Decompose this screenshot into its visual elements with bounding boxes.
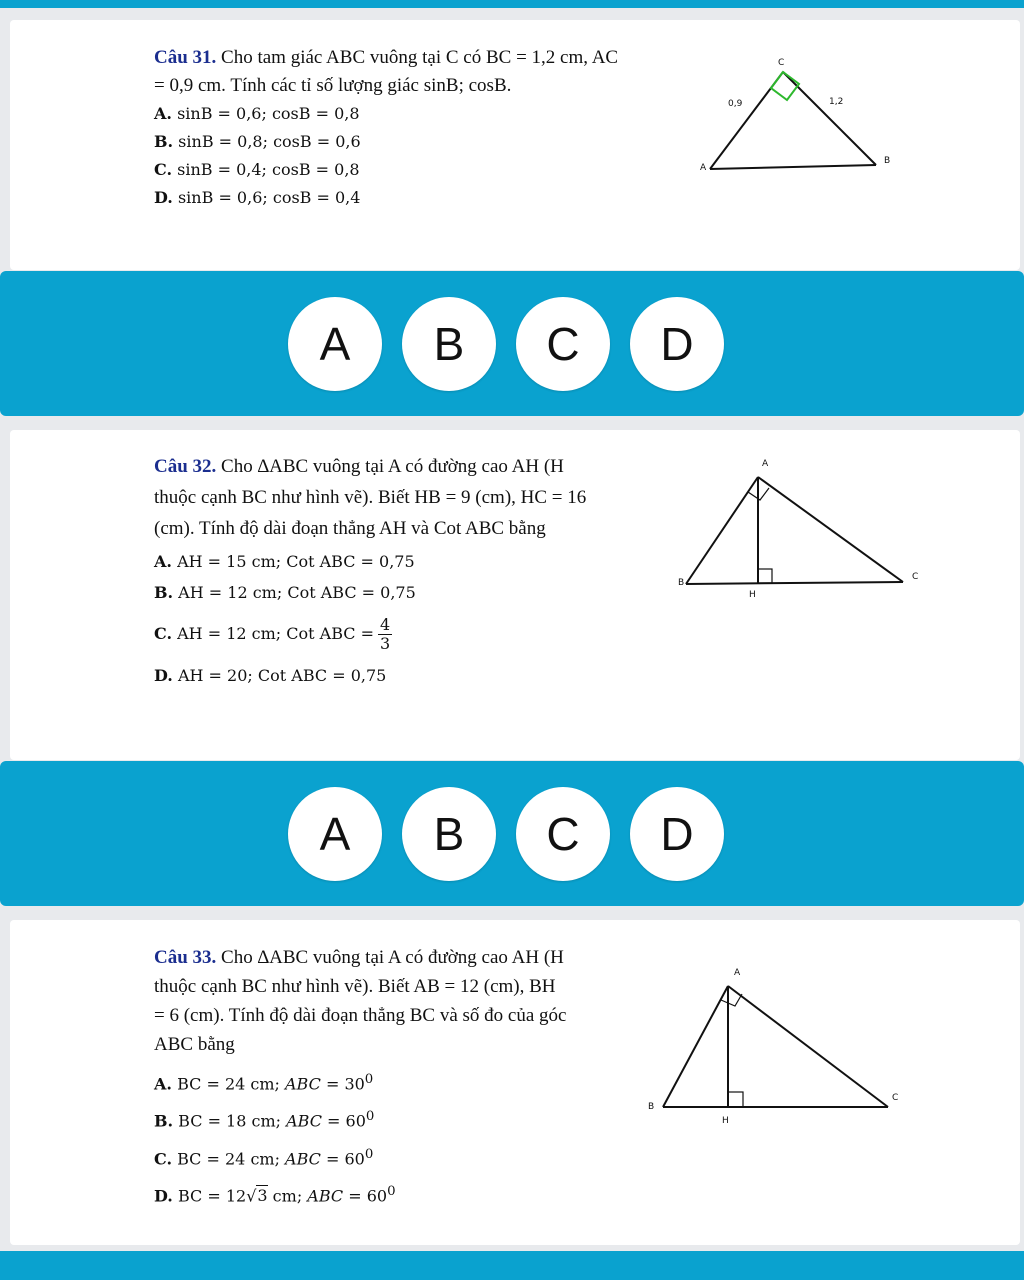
- option-c: C. AH = 12 cm; Cot ABC = $\frac{4}{3}$: [154, 615, 391, 653]
- question-line: thuộc cạnh BC như hình vẽ). Biết AB = 12 (cm), BH: [154, 976, 556, 997]
- option-a: A. sinB = 0,6; cosB = 0,8: [154, 104, 360, 123]
- question-line: Cho ∆ABC vuông tại A có đường cao AH (H: [216, 947, 564, 968]
- question-line: thuộc cạnh BC như hình vẽ). Biết HB = 9 (cm), HC = 16: [154, 487, 587, 508]
- top-accent-bar: [0, 0, 1024, 8]
- question-line: (cm). Tính độ dài đoạn thẳng AH và Cot ABC bằng: [154, 518, 546, 539]
- question-31-text: [154, 44, 618, 212]
- option-c: C. BC = 24 cm; ABC = $60^0$: [154, 1146, 374, 1168]
- answer-button-b[interactable]: B: [402, 297, 496, 391]
- vertex-b-label: B: [884, 156, 891, 166]
- question-card-31: [10, 20, 1020, 270]
- answer-button-a[interactable]: A: [288, 787, 382, 881]
- answer-button-c[interactable]: C: [516, 787, 610, 881]
- option-a: A. AH = 15 cm; Cot ABC = 0,75: [154, 552, 415, 571]
- vertex-a-label: A: [700, 163, 707, 173]
- answer-button-c[interactable]: C: [516, 297, 610, 391]
- option-b: B. BC = 18 cm; ABC = $60^0$: [154, 1109, 375, 1131]
- fraction: $\frac{4}{3}$: [380, 615, 391, 653]
- vertex-h-label: H: [749, 590, 756, 600]
- answer-band-32: [0, 761, 1024, 906]
- question-line: = 0,9 cm. Tính các tỉ số lượng giác sinB; cosB.: [154, 75, 512, 96]
- option-b: B. AH = 12 cm; Cot ABC = 0,75: [154, 583, 416, 602]
- side-bc-label: 1,2: [829, 97, 844, 107]
- answer-band-31: [0, 271, 1024, 416]
- option-d: D. AH = 20; Cot ABC = 0,75: [154, 666, 387, 685]
- triangle-figure-32: [668, 452, 928, 602]
- question-line: = 6 (cm). Tính độ dài đoạn thẳng BC và số đo của góc: [154, 1005, 567, 1026]
- option-d: D. sinB = 0,6; cosB = 0,4: [154, 188, 361, 207]
- answer-button-d[interactable]: D: [630, 787, 724, 881]
- vertex-c-label: C: [892, 1093, 899, 1103]
- vertex-c-label: C: [778, 58, 785, 68]
- triangle-figure-33: [638, 962, 908, 1132]
- question-card-33: [10, 920, 1020, 1245]
- option-a: A. BC = 24 cm; ABC = $30^0$: [154, 1072, 374, 1094]
- side-ac-label: 0,9: [728, 99, 743, 109]
- answer-button-d[interactable]: D: [630, 297, 724, 391]
- answer-band-33-partial: [0, 1251, 1024, 1280]
- question-line: Cho tam giác ABC vuông tại C có BC = 1,2 cm, AC: [216, 47, 619, 68]
- triangle-figure-31: [696, 52, 896, 182]
- question-card-32: [10, 430, 1020, 760]
- question-number: Câu 31.: [154, 47, 217, 68]
- option-d: D. BC = 12√3 cm; ABC = $60^0$: [154, 1183, 396, 1206]
- question-32-text: [154, 451, 586, 691]
- vertex-b-label: B: [678, 578, 685, 588]
- answer-button-a[interactable]: A: [288, 297, 382, 391]
- question-number: Câu 32.: [154, 456, 217, 477]
- question-line: Cho ∆ABC vuông tại A có đường cao AH (H: [216, 456, 564, 477]
- option-b: B. sinB = 0,8; cosB = 0,6: [154, 132, 361, 151]
- option-c: C. sinB = 0,4; cosB = 0,8: [154, 160, 360, 179]
- question-line: ABC bằng: [154, 1034, 235, 1055]
- answer-button-b[interactable]: B: [402, 787, 496, 881]
- vertex-a-label: A: [734, 968, 741, 978]
- vertex-h-label: H: [722, 1116, 729, 1126]
- vertex-a-label: A: [762, 459, 769, 469]
- question-33-text: [154, 943, 566, 1212]
- vertex-c-label: C: [912, 572, 919, 582]
- question-number: Câu 33.: [154, 947, 217, 968]
- vertex-b-label: B: [648, 1102, 655, 1112]
